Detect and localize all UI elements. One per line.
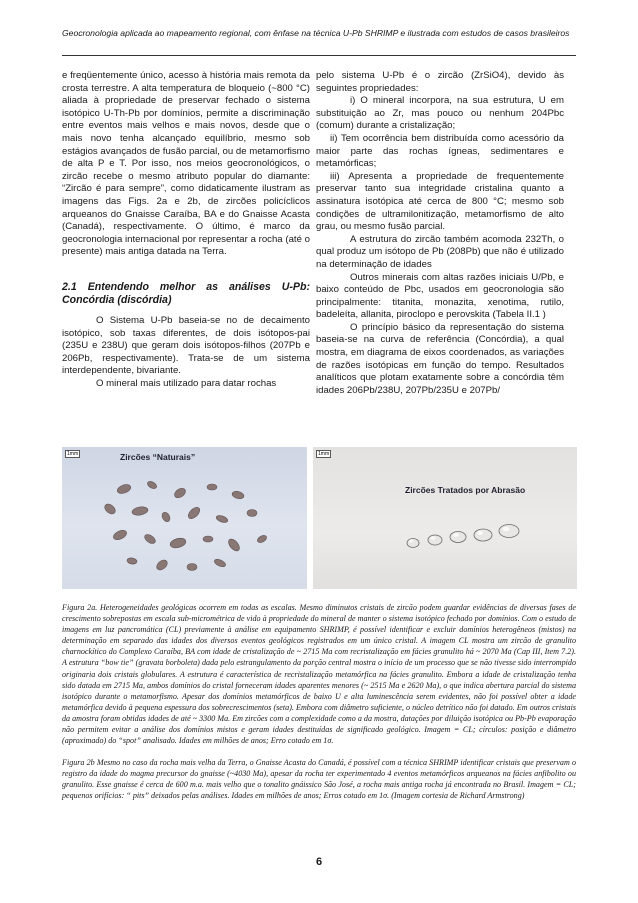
section-title: 2.1 Entendendo melhor as análises U-Pb: Concórdia (discórdia)	[62, 280, 310, 306]
natural-zircons-photo	[62, 447, 307, 589]
right-paragraph-3: ii) Tem ocorrência bem distribuída como acessório da maior parte das rochas ígneas, sedimentares e metamórficas;	[316, 132, 564, 170]
scale-marker-right: 1mm	[318, 451, 330, 457]
figure-2b-caption: Figura 2b Mesmo no caso da rocha mais velha da Terra, o Gnaisse Acasta do Canadá, é possível com a técnica SHRIMP identificar cristais que preservam o registro da idade do magma precursor do gnaisse (~4030 Ma), apesar da rocha ter experimentado 4 eventos metamórficos arqueanos na fácies anfibolito ou granulito. Esse gnaisse é cerca de 600 m.a. mais velho que o tonalito gnáissico São José, a rocha mais antiga rocha já encontrada no Brasil. Imagem = CL; pequenos orifícios: “ pits” deixados pelas análises. Idades em milhões de anos; Erros cotado em 1σ. (Imagem cortesia de Richard Armstrong)	[62, 758, 576, 801]
right-paragraph-2: i) O mineral incorpora, na sua estrutura, U em substituição ao Zr, mas pouco ou nenhum 204Pbc (comum) durante a cristalização;	[316, 95, 564, 132]
left-paragraph-3: O mineral mais utilizado para datar rochas	[96, 377, 277, 389]
right-paragraph-1: pelo sistema U-Pb é o zircão (ZrSiO4), devido às seguintes propriedades:	[316, 70, 564, 94]
photo-right-label: Zircões Tratados por Abrasão	[405, 485, 526, 495]
right-column	[316, 70, 564, 397]
abraded-zircons-photo	[313, 447, 577, 589]
photo-left-label: Zircões “Naturais”	[120, 452, 196, 462]
left-column	[62, 70, 310, 390]
running-header: Geocronologia aplicada ao mapeamento regional, com ênfase na técnica U-Pb SHRIMP e ilustrada com estudos de casos brasileiros	[62, 28, 570, 38]
abraded-grains-row	[313, 447, 577, 589]
left-paragraph-2: O Sistema U-Pb baseia-se no de decaimento isotópico, sob taxas diferentes, de dois isótopos-pai (235U e 238U) que geram dois isótopos-filhos (207Pb e 206Pb, respectivamente). Trata-se de um sistema interdependente, bivariante.	[62, 314, 310, 377]
right-paragraph-6: Outros minerais com altas razões iniciais U/Pb, e baixo conteúdo de Pbc, usados em geocronologia são principalmente: titanita, monazita, xenotima, rutilo, badeleíta, allanita, piroclоро e perovskita (Tabela II.1 )	[316, 271, 564, 321]
right-paragraph-4: iii) Apresenta a propriedade de frequentemente preservar tanto sua integridade cristalina quanto a assinatura isotópica até cerca de 800 °C; mesmo sob condições de ultramilonitização, metamorfismo de alto grau, ou mesmo fusão parcial.	[316, 170, 564, 233]
scale-marker-left: 1mm	[67, 451, 79, 457]
page-number: 6	[315, 856, 323, 868]
left-paragraph-1: e freqüentemente único, acesso à história mais remota da crosta terrestre. A alta temperatura de bloqueio (~800 °C) aliada à propriedade de preservar fechado o sistema isotópico U-Th-Pb por domínios, permite a discriminação entre eventos mais velhos e mais novos, desde que o mais novo tenha alcançado equilíbrio, mesmo sob estágios avançados de fusão parcial, ou de metamorfismo de alta P e T. Por isso, nos meios geocronológicos, o zircão recebe o mesmo atributo popular do diamante: “Zircão é para sempre”, como didaticamente ilustram as imagens das Figs. 2a e 2b, de zircões policíclicos arqueanos do Gnaisse Caraíba, BA e do Gnaisse Acasta (Canadá), respectivamente. O último, é marco da geocronologia internacional por representar a rocha (até o presente) mais antiga datada na Terra.	[62, 70, 310, 258]
figure-2a-caption: Figura 2a. Heterogeneidades geológicas ocorrem em todas as escalas. Mesmo diminutos cristais de zircão podem guardar evidências de diversas fases de crescimento sobrepostas em escala sub-micrométrica de vido à propriedade do mineral de manter o sistema isotópico fechado por domínios. Com o estudo de imagens em luz pancromática (CL) previamente à análise em equipamento SHRIMP, é possível identificar e excluir domínios heterogêneos (mistos) na determinação em separado das idades dos diversos eventos geológicos registrados em um único cristal. A imagem CL mostra um zircão de granulito charnockítico do Complexo Caraíba, BA com idade de cristalização de ~ 2715 Ma com recristalização em fácies granulito há ~ 2070 Ma (Cap III, Item 7.2). A estrutura “bow tie” (gravata borboleta) dada pelo estrangulamento da porção central mostra o início de um processo que se não tivesse sido interrompido originaria dois cristais globulares. A estrutura é característica de recristalização metamórfica na fácies granulito. Embora a idade de cristalização tenha sido datada em 2715 Ma, ambos domínios do cristal forneceram idades aparentes menores (~ 2515 Ma e 2620 Ma), o que indica abertura parcial do sistema isotópico durante o metamorfismo. Apesar dos domínios metamórficos de baixo U e alta luminescência serem evidentes, não foi possível obter a idade metamórfica devido à pequena espessura dos sobrecrescimentos (seta). Embora com diâmetro suficiente, o núcleo detrítico não foi datado. Em outros cristais da amostra foram obtidas idades de até ~ 3300 Ma. Em zircões com a complexidade como a da mostra, datações por diluição isotópica ou Pb-Pb evaporação não permitem evitar a análise dos domínios mistos e geram idades destituídas de significado geológico. Imagem = CL; círculos: posição e diâmetro (aproximado) do “spot” analisado. Idades em milhões de anos; Erro cotado em 1σ.	[62, 603, 576, 746]
zircon-grains-scatter	[62, 447, 307, 589]
header-rule	[62, 55, 576, 56]
right-paragraph-7: O princípio básico da representação do sistema baseia-se na curva de referência (Concórdia), a qual mostra, em diagrama de eixos coordenados, as variações de razões isotópicas em função do tempo. Resultados analíticos que plotam exatamente sobre a concórdia têm idades 206Pb/238U, 207Pb/235U e 207Pb/	[316, 321, 564, 396]
right-paragraph-5: A estrutura do zircão também acomoda 232Th, o qual produz um isótopo de Pb (208Pb) que não é utilizado na determinação de idades	[316, 233, 564, 270]
